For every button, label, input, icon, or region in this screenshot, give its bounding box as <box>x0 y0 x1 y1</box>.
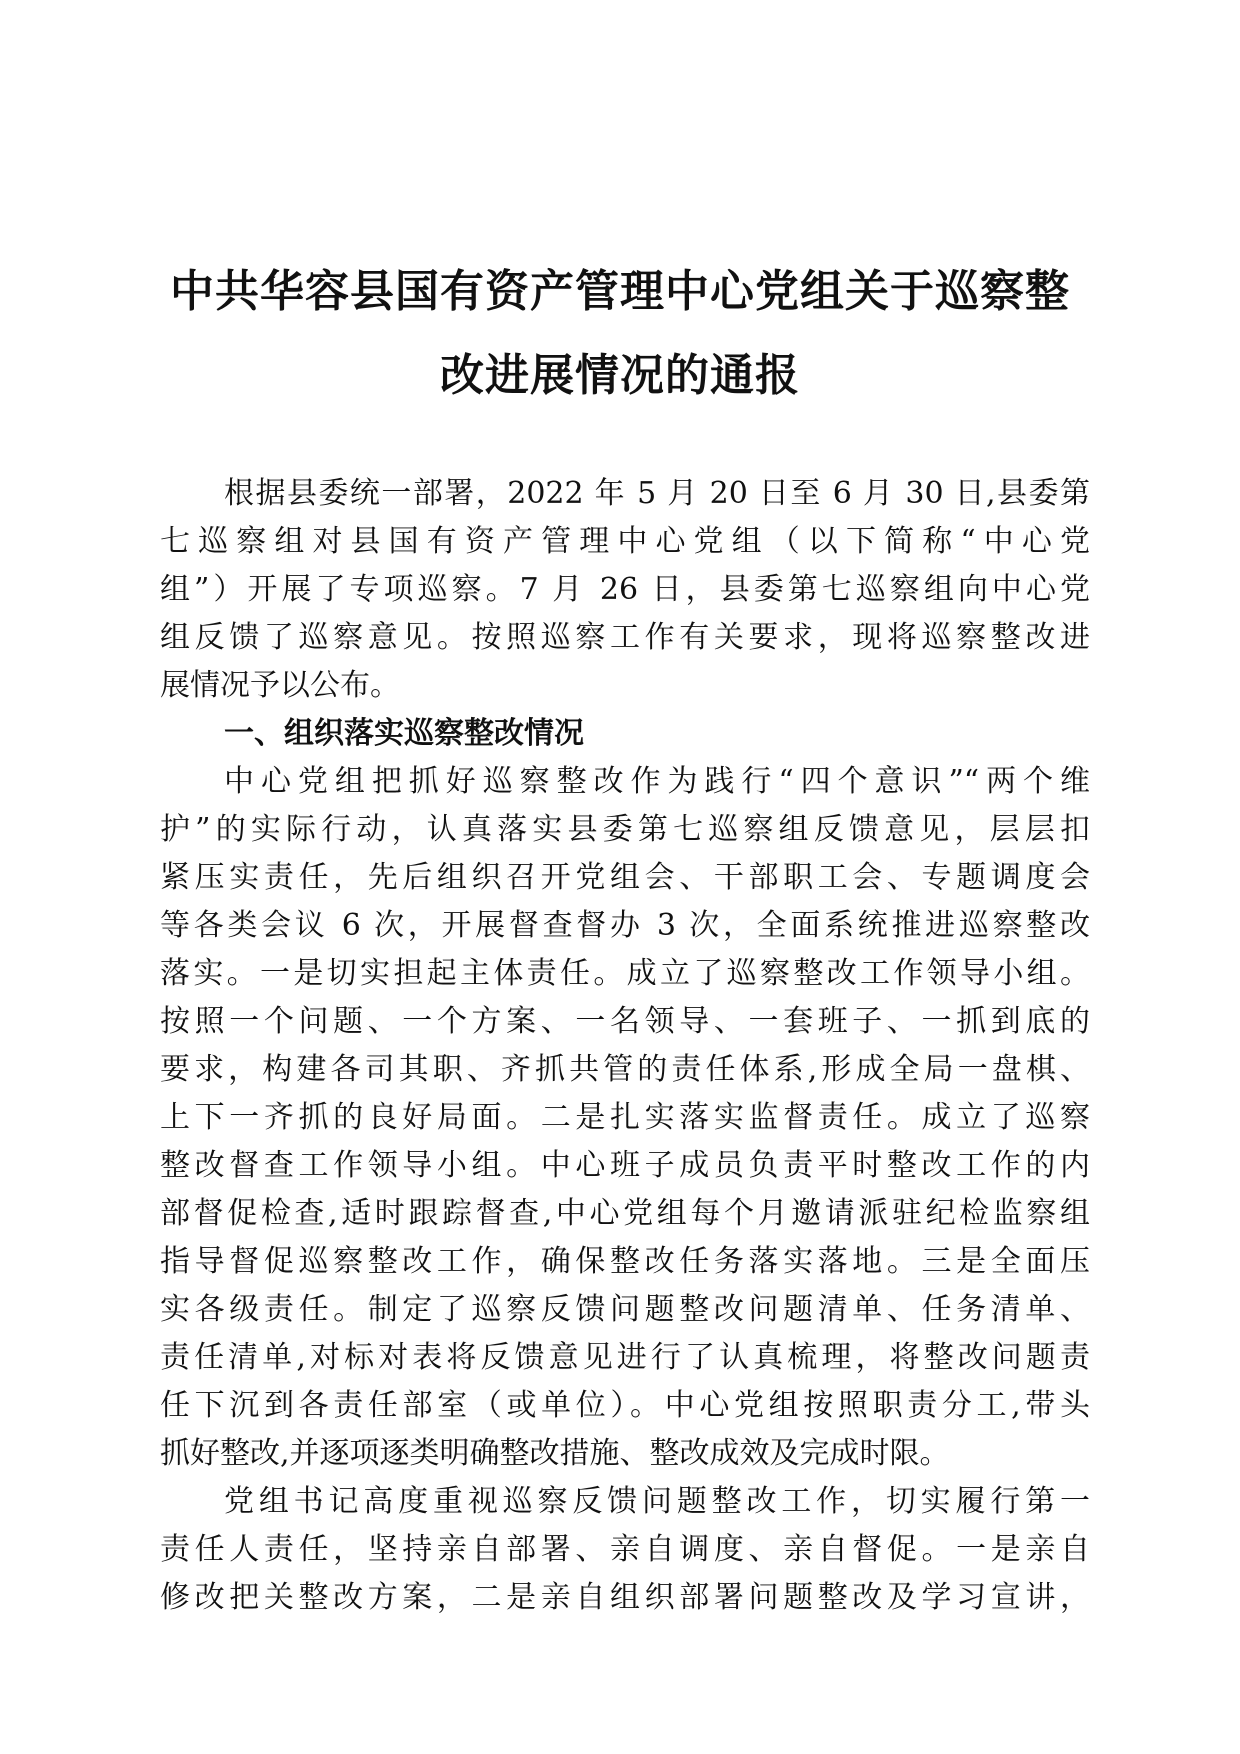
section-heading: 一、组织落实巡察整改情况 <box>224 716 584 751</box>
paragraph-line: 护”的实际行动，认真落实县委第七巡察组反馈意见，层层扣 <box>160 812 1090 847</box>
paragraph-line: 组”）开展了专项巡察。7 月 26 日，县委第七巡察组向中心党 <box>160 572 1090 607</box>
title-line-1: 中共华容县国有资产管理中心党组关于巡察整 <box>170 266 1070 317</box>
paragraph-line: 责任清单,对标对表将反馈意见进行了认真梳理，将整改问题责 <box>160 1340 1090 1375</box>
paragraph-line: 修改把关整改方案，二是亲自组织部署问题整改及学习宣讲， <box>160 1580 1090 1615</box>
paragraph-line: 中心党组把抓好巡察整改作为践行“四个意识”“两个维 <box>224 764 1090 799</box>
paragraph-line: 任下沉到各责任部室（或单位）。中心党组按照职责分工,带头 <box>160 1388 1090 1423</box>
document-title <box>140 250 1100 418</box>
paragraph-line: 指导督促巡察整改工作，确保整改任务落实落地。三是全面压 <box>160 1244 1090 1279</box>
paragraph-line: 部督促检查,适时跟踪督查,中心党组每个月邀请派驻纪检监察组 <box>160 1196 1090 1231</box>
paragraph-line: 根据县委统一部署，2022 年 5 月 20 日至 6 月 30 日,县委第 <box>224 476 1090 511</box>
paragraph-line: 党组书记高度重视巡察反馈问题整改工作，切实履行第一 <box>224 1484 1090 1519</box>
paragraph-line: 按照一个问题、一个方案、一名领导、一套班子、一抓到底的 <box>160 1004 1090 1039</box>
paragraph-line: 七巡察组对县国有资产管理中心党组（以下简称“中心党 <box>160 524 1090 559</box>
paragraph-line: 紧压实责任，先后组织召开党组会、干部职工会、专题调度会 <box>160 860 1090 895</box>
paragraph-line: 要求，构建各司其职、齐抓共管的责任体系,形成全局一盘棋、 <box>160 1052 1090 1087</box>
paragraph-line: 责任人责任，坚持亲自部署、亲自调度、亲自督促。一是亲自 <box>160 1532 1090 1567</box>
paragraph-line: 抓好整改,并逐项逐类明确整改措施、整改成效及完成时限。 <box>160 1436 950 1471</box>
paragraph-line: 上下一齐抓的良好局面。二是扎实落实监督责任。成立了巡察 <box>160 1100 1090 1135</box>
document-body <box>160 470 1090 1622</box>
paragraph-line: 等各类会议 6 次，开展督查督办 3 次，全面系统推进巡察整改 <box>160 908 1090 943</box>
paragraph-line: 组反馈了巡察意见。按照巡察工作有关要求，现将巡察整改进 <box>160 620 1090 655</box>
paragraph-line: 实各级责任。制定了巡察反馈问题整改问题清单、任务清单、 <box>160 1292 1090 1327</box>
paragraph-line: 落实。一是切实担起主体责任。成立了巡察整改工作领导小组。 <box>160 956 1090 991</box>
paragraph-line: 展情况予以公布。 <box>160 668 400 703</box>
paragraph-line: 整改督查工作领导小组。中心班子成员负责平时整改工作的内 <box>160 1148 1090 1183</box>
title-line-2: 改进展情况的通报 <box>440 350 800 401</box>
